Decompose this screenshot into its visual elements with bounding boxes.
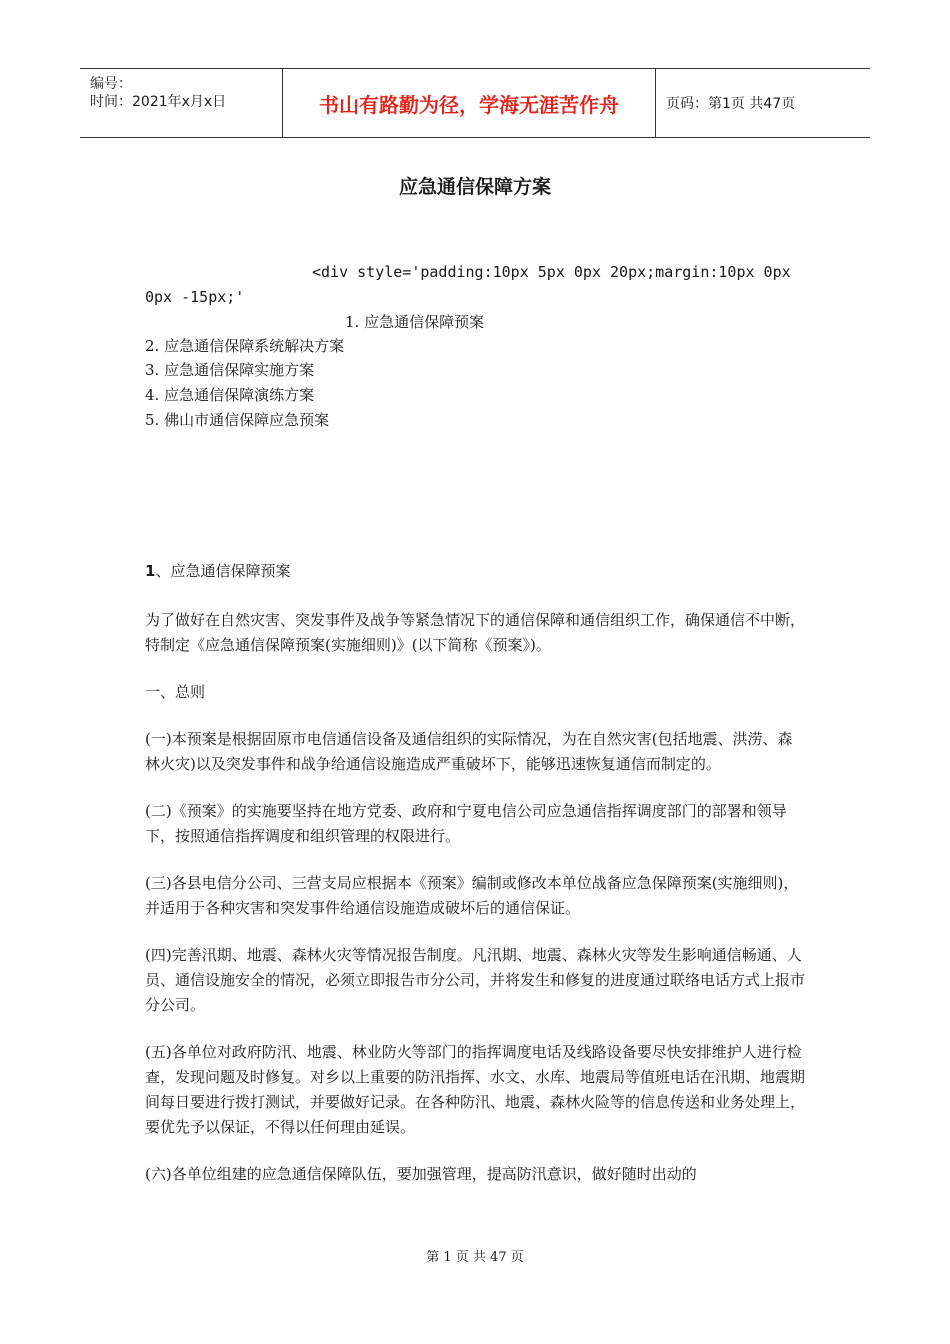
- header-page-cell: [656, 69, 870, 137]
- paragraph: (四)完善汛期、地震、森林火灾等情况报告制度。凡汛期、地震、森林火灾等发生影响通信畅通、人员、通信设施安全的情况，必须立即报告市分公司，并将发生和修复的进度通过联络电话方式上报市分公司。: [145, 946, 806, 1014]
- header-meta-cell: [80, 69, 283, 137]
- code-snippet-line-2: 0px -15px;': [145, 288, 245, 306]
- paragraph: 为了做好在自然灾害、突发事件及战争等紧急情况下的通信保障和通信组织工作，确保通信不中断，特制定《应急通信保障预案(实施细则)》(以下简称《预案》)。: [145, 611, 806, 654]
- header-motto-cell: [283, 69, 656, 137]
- section-title: 、应急通信保障预案: [155, 562, 291, 580]
- paragraph: (二)《预案》的实施要坚持在地方党委、政府和宁夏电信公司应急通信指挥调度部门的部署和领导下，按照通信指挥调度和组织管理的权限进行。: [145, 802, 787, 845]
- toc-item[interactable]: 2. 应急通信保障系统解决方案: [145, 337, 345, 355]
- toc-item[interactable]: 4. 应急通信保障演练方案: [145, 386, 315, 404]
- page-header: [80, 68, 870, 138]
- document-title: 应急通信保障方案: [398, 176, 551, 198]
- paragraph: (三)各县电信分公司、三营支局应根据本《预案》编制或修改本单位战备应急保障预案(实施细则)，并适用于各种灾害和突发事件给通信设施造成破坏后的通信保证。: [145, 874, 799, 917]
- paragraph: (一)本预案是根据固原市电信通信设备及通信组织的实际情况，为在自然灾害(包括地震、洪涝、森林火灾)以及突发事件和战争给通信设施造成严重破坏下，能够迅速恢复通信而制定的。: [145, 730, 793, 773]
- toc-item[interactable]: 1. 应急通信保障预案: [345, 313, 485, 331]
- code-snippet-line-1: <div style='padding:10px 5px 0px 20px;margin:10px 0px: [312, 263, 791, 281]
- paragraph-heading: 一、总则: [145, 683, 206, 701]
- toc-item[interactable]: 5. 佛山市通信保障应急预案: [145, 411, 330, 429]
- paragraph: (六)各单位组建的应急通信保障队伍，要加强管理，提高防汛意识，做好随时出动的: [145, 1165, 697, 1183]
- paragraph: (五)各单位对政府防汛、地震、林业防火等部门的指挥调度电话及线路设备要尽快安排维护人进行检查，发现问题及时修复。对乡以上重要的防汛指挥、水文、水库、地震局等值班电话在汛期、地震期间每日要进行拨打测试，并要做好记录。在各种防汛、地震、森林火险等的信息传送和业务处理上，要优先予以保证，不得以任何理由延误。: [145, 1043, 806, 1136]
- header-motto: 书山有路勤为径，学海无涯苦作舟: [319, 92, 619, 117]
- document-body: [145, 608, 805, 1209]
- document-number-label: 编号：: [90, 76, 132, 92]
- header-page-info: 页码：第1页 共47页: [666, 96, 796, 112]
- section-heading: [145, 560, 290, 581]
- document-time-label: 时间：2021年x月x日: [90, 94, 227, 110]
- toc-item[interactable]: 3. 应急通信保障实施方案: [145, 361, 315, 379]
- page-footer: 第 1 页 共 47 页: [426, 1250, 524, 1265]
- section-number: 1: [145, 562, 156, 580]
